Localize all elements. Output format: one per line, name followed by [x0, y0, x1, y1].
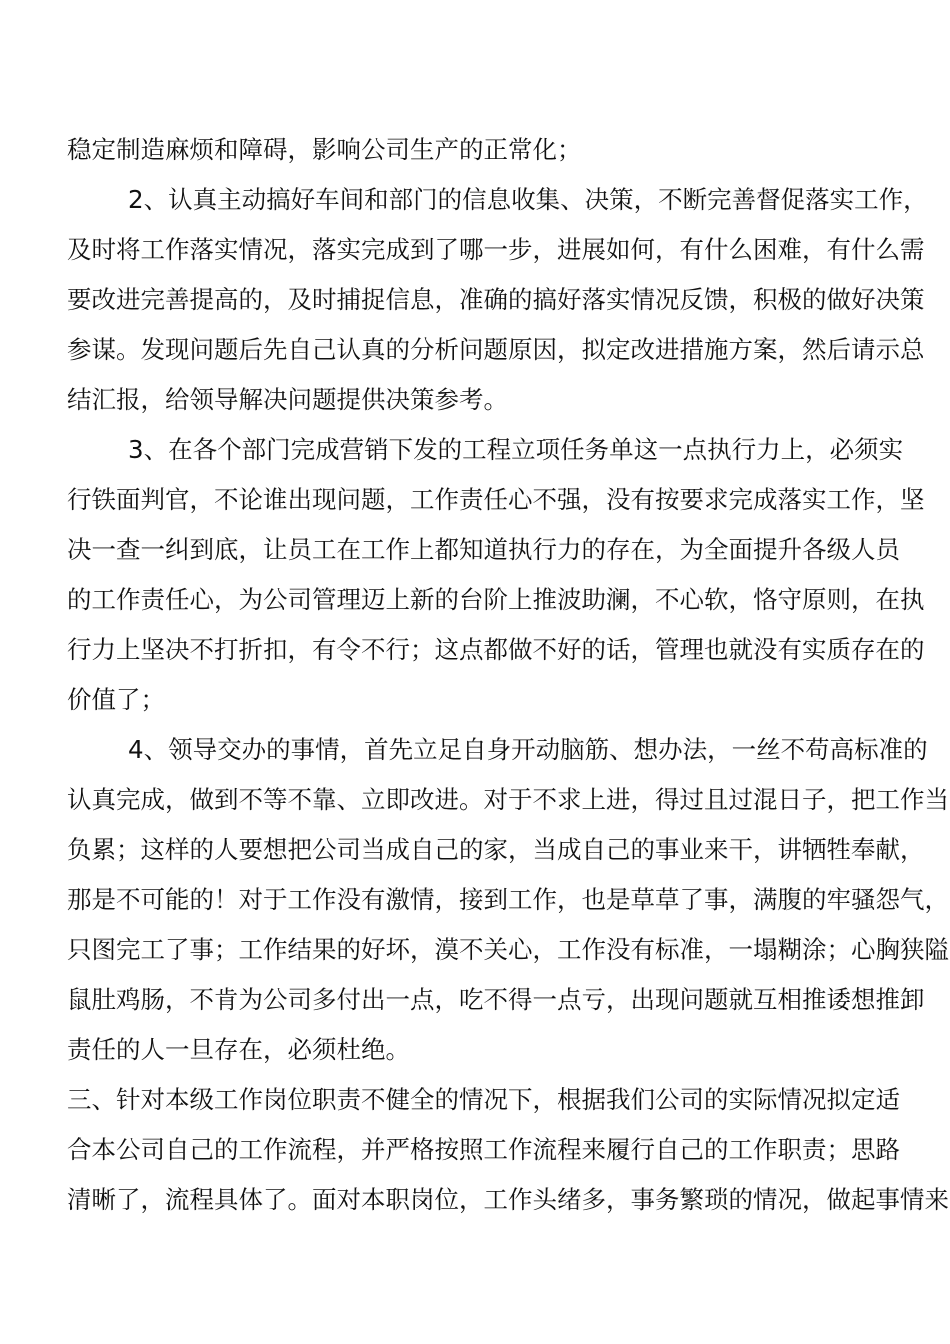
text-line: 参谋。发现问题后先自己认真的分析问题原因，拟定改进措施方案，然后请示总 [67, 335, 925, 364]
text-line: 清晰了，流程具体了。面对本职岗位，工作头绪多，事务繁琐的情况，做起事情来 [67, 1185, 949, 1214]
text-line: 结汇报，给领导解决问题提供决策参考。 [67, 385, 508, 414]
text-line: 合本公司自己的工作流程，并严格按照工作流程来履行自己的工作职责；思路 [67, 1135, 900, 1164]
text-line: 稳定制造麻烦和障碍，影响公司生产的正常化； [67, 135, 582, 164]
paragraph-2-first-line: 2、认真主动搞好车间和部门的信息收集、决策，不断完善督促落实工作， [128, 185, 928, 214]
paragraph-4-first-line: 4、领导交办的事情，首先立足自身开动脑筋、想办法，一丝不苟高标准的 [128, 735, 928, 764]
text-line: 只图完工了事；工作结果的好坏，漠不关心，工作没有标准，一塌糊涂；心胸狭隘 [67, 935, 949, 964]
text-line: 及时将工作落实情况，落实完成到了哪一步，进展如何，有什么困难，有什么需 [67, 235, 925, 264]
text-line: 的工作责任心，为公司管理迈上新的台阶上推波助澜，不心软，恪守原则，在执 [67, 585, 925, 614]
text-line: 责任的人一旦存在，必须杜绝。 [67, 1035, 410, 1064]
text-line: 行铁面判官，不论谁出现问题，工作责任心不强，没有按要求完成落实工作，坚 [67, 485, 925, 514]
text-line: 价值了； [67, 685, 165, 714]
text-line: 那是不可能的！对于工作没有激情，接到工作，也是草草了事，满腹的牢骚怨气， [67, 885, 949, 914]
text-line: 决一查一纠到底，让员工在工作上都知道执行力的存在，为全面提升各级人员 [67, 535, 900, 564]
text-line: 认真完成，做到不等不靠、立即改进。对于不求上进，得过且过混日子，把工作当 [67, 785, 949, 814]
text-line: 负累；这样的人要想把公司当成自己的家，当成自己的事业来干，讲牺牲奉献， [67, 835, 925, 864]
text-line: 要改进完善提高的，及时捕捉信息，准确的搞好落实情况反馈，积极的做好决策 [67, 285, 925, 314]
paragraph-3-first-line: 3、在各个部门完成营销下发的工程立项任务单这一点执行力上，必须实 [128, 435, 904, 464]
section-3-heading-line: 三、针对本级工作岗位职责不健全的情况下，根据我们公司的实际情况拟定适 [67, 1085, 900, 1114]
text-line: 行力上坚决不打折扣，有令不行；这点都做不好的话，管理也就没有实质存在的 [67, 635, 925, 664]
text-line: 鼠肚鸡肠，不肯为公司多付出一点，吃不得一点亏，出现问题就互相推诿想推卸 [67, 985, 925, 1014]
